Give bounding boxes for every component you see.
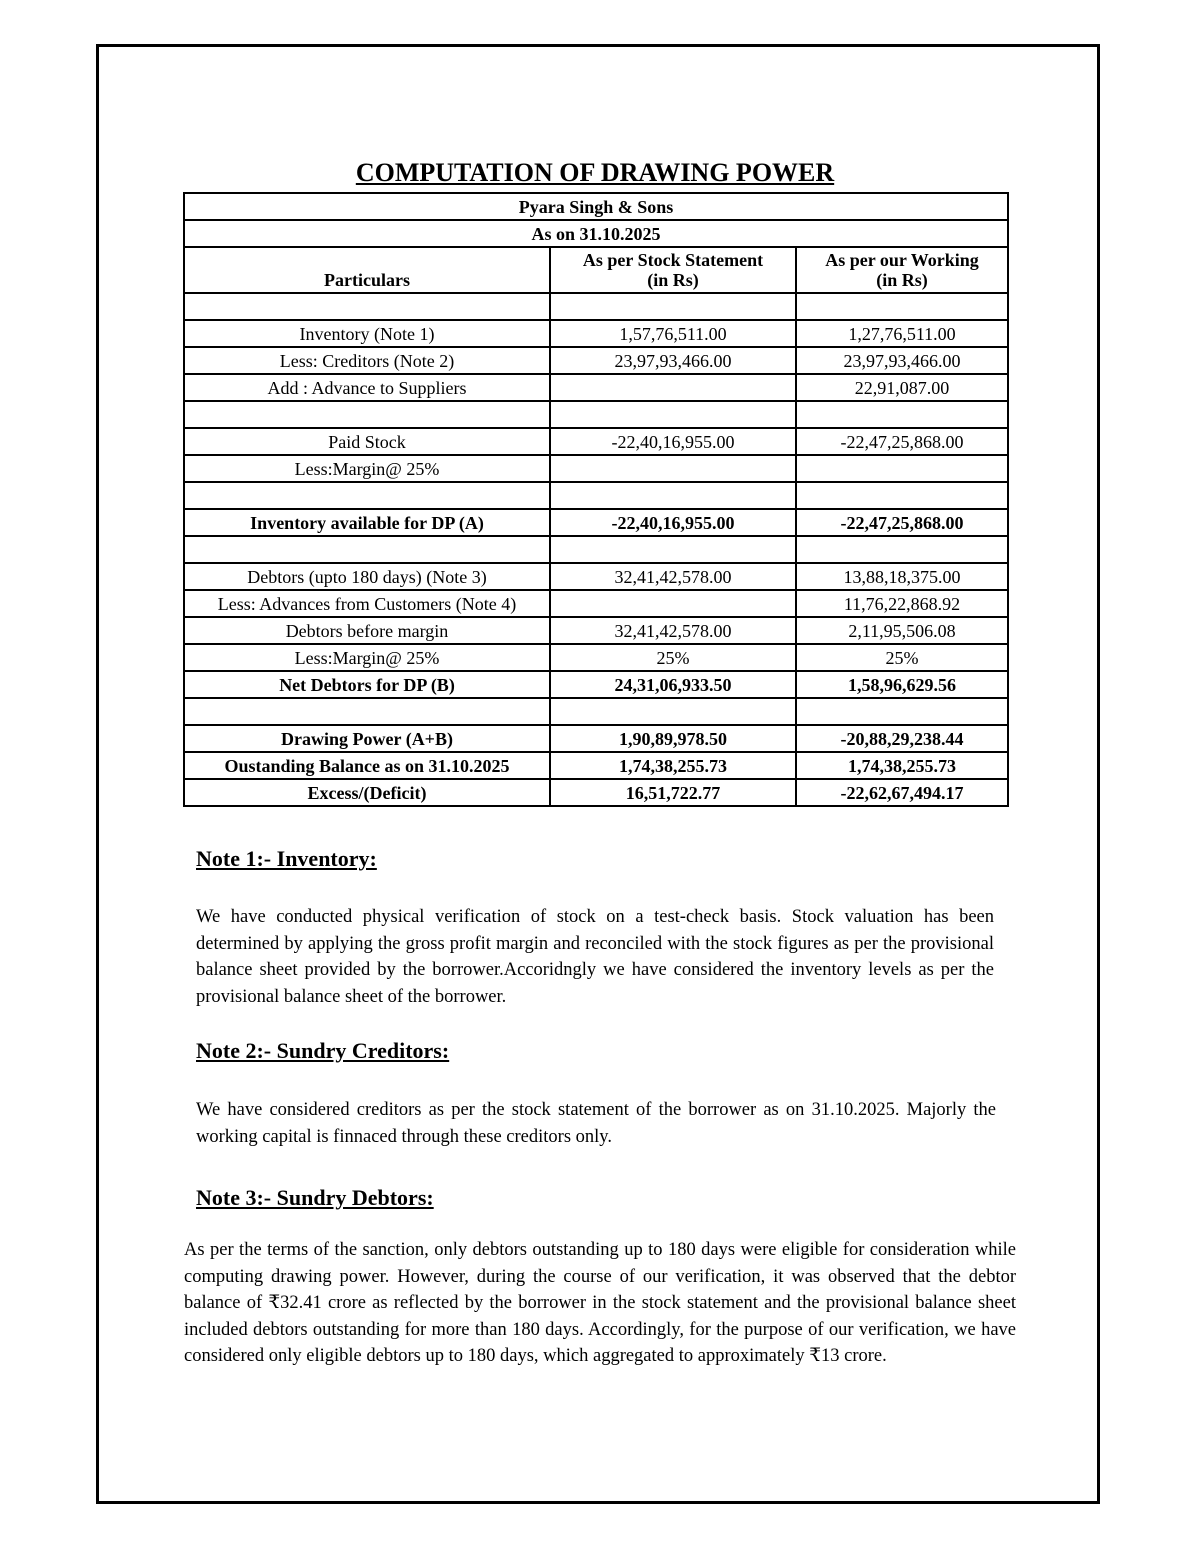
date-row	[184, 220, 1008, 247]
row-label: Net Debtors for DP (B)	[184, 671, 550, 698]
blank-row	[184, 401, 1008, 428]
row-working-value: 1,58,96,629.56	[796, 671, 1008, 698]
row-label: Less:Margin@ 25%	[184, 644, 550, 671]
row-stock-value	[550, 455, 796, 482]
header-stock-statement: As per Stock Statement (in Rs)	[550, 247, 796, 293]
row-working-value: 25%	[796, 644, 1008, 671]
row-working-value: 11,76,22,868.92	[796, 590, 1008, 617]
note1-text: We have conducted physical verification of stock on a test-check basis. Stock valuation has been determined by applying the gross profit margin and reconciled with the stock figures as per the provisional balance sheet provided by the borrower.Accoridngly we have considered the inventory levels as per the provisional balance sheet of the borrower.	[196, 907, 994, 1007]
note2-heading: Note 2:- Sundry Creditors:	[196, 1038, 450, 1063]
row-working-value: -22,47,25,868.00	[796, 428, 1008, 455]
note3-text: As per the terms of the sanction, only debtors outstanding up to 180 days were eligible for consideration while computing drawing power. However, during the course of our verification, it was observed that the debtor balance of ₹32.41 crore as reflected by the borrower in the stock statement and the provisional balance sheet included debtors outstanding for more than 180 days. Accordingly, for the purpose of our verification, we have considered only eligible debtors up to 180 days, which aggregated to approximately ₹13 crore.	[184, 1240, 1016, 1366]
row-working-value: -20,88,29,238.44	[796, 725, 1008, 752]
header-particulars: Particulars	[184, 247, 550, 293]
row-label: Inventory (Note 1)	[184, 320, 550, 347]
row-working-value: -22,47,25,868.00	[796, 509, 1008, 536]
company-row	[184, 193, 1008, 220]
row-label: Less:Margin@ 25%	[184, 455, 550, 482]
company-name: Pyara Singh & Sons	[184, 193, 1008, 220]
note1-heading: Note 1:- Inventory:	[196, 846, 377, 871]
note2-text: We have considered creditors as per the stock statement of the borrower as on 31.10.2025. Majorly the working capital is finnaced through these creditors only.	[196, 1100, 996, 1147]
table-row	[184, 617, 1008, 644]
table-row	[184, 590, 1008, 617]
row-stock-value: 32,41,42,578.00	[550, 617, 796, 644]
row-working-value: 2,11,95,506.08	[796, 617, 1008, 644]
row-working-value: -22,62,67,494.17	[796, 779, 1008, 806]
row-working-value: 13,88,18,375.00	[796, 563, 1008, 590]
row-label: Less: Advances from Customers (Note 4)	[184, 590, 550, 617]
table-row	[184, 347, 1008, 374]
row-stock-value	[550, 590, 796, 617]
table-row	[184, 671, 1008, 698]
row-label: Less: Creditors (Note 2)	[184, 347, 550, 374]
row-stock-value	[550, 374, 796, 401]
row-stock-value: 24,31,06,933.50	[550, 671, 796, 698]
table-row	[184, 320, 1008, 347]
row-label: Debtors (upto 180 days) (Note 3)	[184, 563, 550, 590]
table-row	[184, 779, 1008, 806]
header-our-working: As per our Working (in Rs)	[796, 247, 1008, 293]
row-stock-value: 23,97,93,466.00	[550, 347, 796, 374]
header-row	[184, 247, 1008, 293]
row-working-value: 22,91,087.00	[796, 374, 1008, 401]
blank-row	[184, 293, 1008, 320]
row-label: Drawing Power (A+B)	[184, 725, 550, 752]
row-label: Inventory available for DP (A)	[184, 509, 550, 536]
row-stock-value: 32,41,42,578.00	[550, 563, 796, 590]
row-stock-value: 1,57,76,511.00	[550, 320, 796, 347]
table-row	[184, 428, 1008, 455]
blank-row	[184, 536, 1008, 563]
table-row	[184, 563, 1008, 590]
row-label: Excess/(Deficit)	[184, 779, 550, 806]
table-row	[184, 644, 1008, 671]
as-on-date: As on 31.10.2025	[184, 220, 1008, 247]
table-row	[184, 752, 1008, 779]
table-row	[184, 374, 1008, 401]
blank-row	[184, 482, 1008, 509]
row-label: Debtors before margin	[184, 617, 550, 644]
page-title: COMPUTATION OF DRAWING POWER	[355, 158, 835, 187]
row-working-value	[796, 455, 1008, 482]
row-stock-value: 1,90,89,978.50	[550, 725, 796, 752]
row-stock-value: 16,51,722.77	[550, 779, 796, 806]
note3-heading: Note 3:- Sundry Debtors:	[196, 1185, 434, 1210]
row-stock-value: 1,74,38,255.73	[550, 752, 796, 779]
row-stock-value: -22,40,16,955.00	[550, 509, 796, 536]
row-stock-value: 25%	[550, 644, 796, 671]
row-label: Oustanding Balance as on 31.10.2025	[184, 752, 550, 779]
row-working-value: 1,27,76,511.00	[796, 320, 1008, 347]
row-label: Paid Stock	[184, 428, 550, 455]
row-working-value: 1,74,38,255.73	[796, 752, 1008, 779]
drawing-power-table	[183, 192, 1009, 807]
table-row	[184, 509, 1008, 536]
table-row	[184, 725, 1008, 752]
blank-row	[184, 698, 1008, 725]
table-row	[184, 455, 1008, 482]
row-working-value: 23,97,93,466.00	[796, 347, 1008, 374]
row-label: Add : Advance to Suppliers	[184, 374, 550, 401]
row-stock-value: -22,40,16,955.00	[550, 428, 796, 455]
